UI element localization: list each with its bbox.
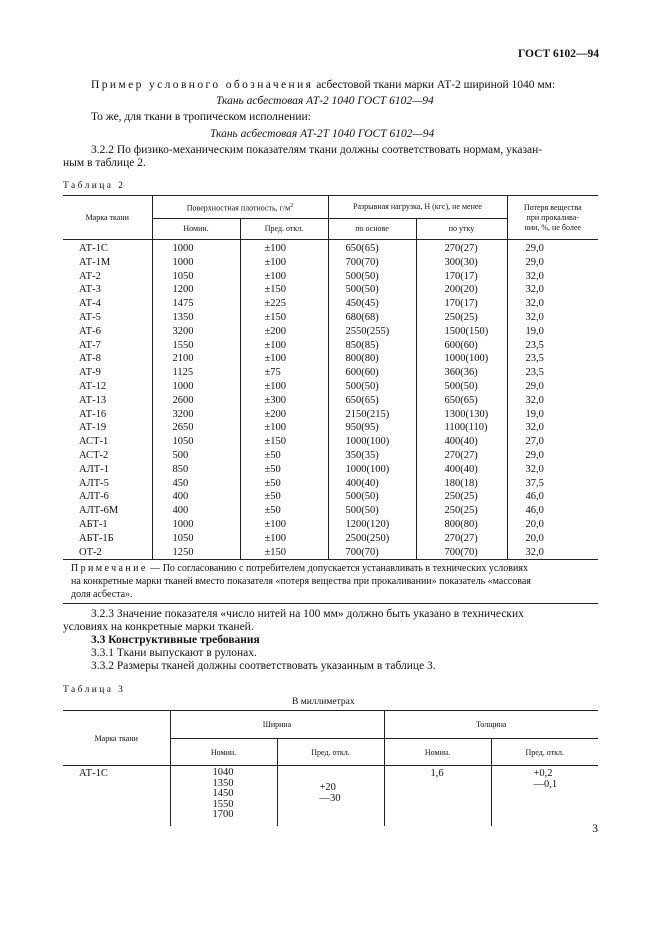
table-cell: ±50: [240, 477, 328, 491]
table-cell: 3200: [152, 408, 240, 422]
table-cell: 37,5: [525, 477, 544, 489]
table-cell: 19,0: [525, 325, 544, 337]
table-cell: ±100: [240, 339, 328, 353]
table-cell: 250(25): [416, 504, 507, 518]
table-cell: АЛТ-6М: [63, 504, 152, 518]
table-cell: ±150: [240, 311, 328, 325]
table-cell: 2650: [152, 421, 240, 435]
table3-units: В миллиметрах: [292, 697, 355, 707]
col-density-header: Поверхностная плотность, $г/м^2$: [152, 196, 328, 219]
table-row: [63, 518, 598, 532]
t3-col-thickness: Толщина: [384, 711, 598, 739]
table-cell: АБТ-1Б: [63, 532, 152, 546]
col-mark-header: Марка ткани: [63, 196, 152, 240]
table-cell: АТ-16: [63, 408, 152, 422]
table-cell: 1050: [152, 435, 240, 449]
table-cell: 2150(215): [328, 408, 416, 422]
table-cell: ±50: [240, 449, 328, 463]
table-row: [63, 325, 598, 339]
table-row: [63, 240, 598, 256]
table-cell: ±100: [240, 352, 328, 366]
example-label: Пример условного обозначения: [91, 79, 314, 91]
table-cell: 180(18): [416, 477, 507, 491]
table-2: [63, 195, 598, 604]
table-cell: 450(45): [328, 297, 416, 311]
table-cell: 32,0: [525, 298, 544, 310]
table-cell: 650(65): [416, 394, 507, 408]
table-cell: 2550(255): [328, 325, 416, 339]
table-cell: 500: [152, 449, 240, 463]
t3-width-deviation: +20 —30: [277, 766, 384, 827]
table-cell: АТ-6: [63, 325, 152, 339]
table-row: [63, 297, 598, 311]
table-cell: 1000: [152, 380, 240, 394]
t3-widths: 1040 1350 1450 1550 1700: [170, 766, 277, 827]
table-row: [63, 463, 598, 477]
table-cell: ±200: [240, 325, 328, 339]
table-cell: АТ-8: [63, 352, 152, 366]
table-cell: 23,5: [525, 339, 544, 351]
sub-load-warp: по основе: [328, 219, 416, 240]
table-cell: 32,0: [525, 463, 544, 475]
table-cell: 170(17): [416, 297, 507, 311]
col-loss-header: Потеря вещества при прокалива- нии, %, не более: [507, 196, 598, 240]
table-cell: 270(27): [416, 449, 507, 463]
table-cell: 46,0: [525, 505, 544, 517]
table-cell: ОТ-2: [63, 546, 152, 560]
table-cell: 1050: [152, 532, 240, 546]
t3-sub-thick-nom: Номин.: [384, 739, 491, 766]
sub-load-weft: по утку: [416, 219, 507, 240]
table-cell: 200(20): [416, 283, 507, 297]
sub-density-dev: Пред. откл.: [240, 219, 328, 240]
table-cell: АЛТ-6: [63, 490, 152, 504]
table-cell: 1100(110): [416, 421, 507, 435]
t3-thickness-deviation: +0,2 —0,1: [533, 768, 558, 790]
sub-density-nom: Номин.: [152, 219, 240, 240]
table-cell: 1200: [152, 283, 240, 297]
table-cell: АТ-1С: [63, 240, 152, 256]
table-cell: 29,0: [525, 449, 544, 461]
table-cell: АТ-9: [63, 366, 152, 380]
designation-1: Ткань асбестовая АТ-2 1040 ГОСТ 6102—94: [216, 95, 434, 107]
table-cell: 19,0: [525, 408, 544, 420]
table-cell: ±100: [240, 270, 328, 284]
table-cell: 32,0: [525, 284, 544, 296]
table-cell: 29,0: [525, 380, 544, 392]
table-cell: 27,0: [525, 436, 544, 448]
table-row: [63, 449, 598, 463]
table-cell: АТ-7: [63, 339, 152, 353]
table-cell: 170(17): [416, 270, 507, 284]
table-cell: 2500(250): [328, 532, 416, 546]
table-cell: 32,0: [525, 311, 544, 323]
table-cell: 32,0: [525, 422, 544, 434]
table-row: [63, 366, 598, 380]
table3-caption: Таблица 3: [63, 685, 126, 695]
table-cell: АСТ-1: [63, 435, 152, 449]
table-cell: 650(65): [328, 240, 416, 256]
table-cell: АЛТ-5: [63, 477, 152, 491]
table-cell: 32,0: [525, 270, 544, 282]
table-row: [63, 546, 598, 560]
table-cell: 20,0: [525, 518, 544, 530]
para-3-3-1: 3.3.1 Ткани выпускают в рулонах.: [91, 647, 257, 659]
table-row: [63, 283, 598, 297]
table-cell: 23,5: [525, 367, 544, 379]
para-3-2-2-line2: ным в таблице 2.: [63, 157, 146, 169]
table-row: [63, 270, 598, 284]
table2-note: Примечание — По согласованию с потребителем допускается устанавливать в технических условиях на конкретные марки тканей вместо показателя «потеря вещества при прокаливании» показатель «массовая доля асбеста».: [63, 560, 598, 604]
table-cell: ±100: [240, 421, 328, 435]
table-cell: 680(68): [328, 311, 416, 325]
table-cell: 600(60): [416, 339, 507, 353]
para-3-3-2: 3.3.2 Размеры тканей должны соответствовать указанным в таблице 3.: [91, 660, 436, 672]
table-cell: АТ-4: [63, 297, 152, 311]
table-cell: 950(95): [328, 421, 416, 435]
table-cell: ±200: [240, 408, 328, 422]
t3-col-width: Ширина: [170, 711, 384, 739]
table-cell: ±150: [240, 546, 328, 560]
table-cell: 1475: [152, 297, 240, 311]
table-cell: ±100: [240, 532, 328, 546]
table-3: [63, 710, 598, 826]
table-cell: 270(27): [416, 240, 507, 256]
table-cell: АТ-3: [63, 283, 152, 297]
table-row: [63, 256, 598, 270]
table-cell: 400(40): [416, 463, 507, 477]
table-cell: 400(40): [328, 477, 416, 491]
table-cell: ±150: [240, 435, 328, 449]
table-cell: 1250: [152, 546, 240, 560]
t3-sub-width-dev: Пред. откл.: [277, 739, 384, 766]
table-cell: АТ-19: [63, 421, 152, 435]
table-row: [63, 421, 598, 435]
table-row: [63, 532, 598, 546]
table-cell: 800(80): [328, 352, 416, 366]
table-cell: АЛТ-1: [63, 463, 152, 477]
table-cell: ±300: [240, 394, 328, 408]
table-cell: 46,0: [525, 491, 544, 503]
table-row: [63, 311, 598, 325]
designation-2: Ткань асбестовая АТ-2Т 1040 ГОСТ 6102—94: [210, 128, 435, 140]
col-load-header: Разрывная нагрузка, Н (кгс), не менее: [328, 196, 507, 219]
table-cell: 1000: [152, 240, 240, 256]
section-3-3-heading: 3.3 Конструктивные требования: [91, 634, 260, 646]
table-cell: АСТ-2: [63, 449, 152, 463]
table-cell: 20,0: [525, 532, 544, 544]
table-row: [63, 435, 598, 449]
example-text: асбестовой ткани марки АТ-2 шириной 1040 мм:: [316, 79, 556, 91]
table-cell: 700(70): [328, 256, 416, 270]
table-cell: АБТ-1: [63, 518, 152, 532]
table-cell: 500(50): [328, 380, 416, 394]
table-cell: 360(36): [416, 366, 507, 380]
table-cell: 400(40): [416, 435, 507, 449]
table-cell: АТ-5: [63, 311, 152, 325]
para-3-2-3-line1: 3.2.3 Значение показателя «число нитей на 100 мм» должно быть указано в технических: [91, 608, 524, 620]
table-cell: 1350: [152, 311, 240, 325]
para-3-2-3-line2: условиях на конкретные марки тканей.: [63, 621, 254, 633]
para-3-2-2-line1: 3.2.2 По физико-механическим показателям ткани должны соответствовать нормам, указан-: [91, 144, 543, 156]
document-header: ГОСТ 6102—94: [518, 48, 599, 60]
table-cell: АТ-2: [63, 270, 152, 284]
table-row: [63, 490, 598, 504]
table-cell: 1000(100): [416, 352, 507, 366]
table-cell: 500(50): [328, 283, 416, 297]
table-cell: 500(50): [416, 380, 507, 394]
table-row: [63, 394, 598, 408]
table-cell: 500(50): [328, 504, 416, 518]
table-cell: 650(65): [328, 394, 416, 408]
table-cell: 32,0: [525, 394, 544, 406]
table-cell: 1050: [152, 270, 240, 284]
table-cell: 350(35): [328, 449, 416, 463]
table-cell: 700(70): [416, 546, 507, 560]
t3-thickness-nom: 1,6: [384, 766, 491, 827]
table-cell: 270(27): [416, 532, 507, 546]
page-number: 3: [592, 823, 598, 835]
table-cell: 1000(100): [328, 463, 416, 477]
table-cell: АТ-1М: [63, 256, 152, 270]
table-cell: 700(70): [328, 546, 416, 560]
table-cell: 23,5: [525, 353, 544, 365]
table-row: [63, 477, 598, 491]
table-cell: 1200(120): [328, 518, 416, 532]
table-row: [63, 380, 598, 394]
table-cell: 800(80): [416, 518, 507, 532]
table-row: [63, 339, 598, 353]
t3-sub-thick-dev: Пред. откл.: [491, 739, 598, 766]
example-paragraph: [91, 78, 555, 92]
table-row: [63, 408, 598, 422]
t3-row-mark: АТ-1С: [63, 766, 170, 827]
table-cell: 1000(100): [328, 435, 416, 449]
table-cell: 250(25): [416, 311, 507, 325]
table-cell: 1000: [152, 518, 240, 532]
table-cell: ±50: [240, 504, 328, 518]
table-cell: 29,0: [525, 243, 544, 254]
table-cell: 850(85): [328, 339, 416, 353]
table-cell: ±100: [240, 256, 328, 270]
table-cell: 250(25): [416, 490, 507, 504]
tropical-text: То же, для ткани в тропическом исполнении:: [91, 111, 311, 123]
t3-col-mark: Марка ткани: [63, 711, 170, 766]
table-cell: 500(50): [328, 490, 416, 504]
table-cell: 400: [152, 490, 240, 504]
table-cell: 1125: [152, 366, 240, 380]
table-cell: 1550: [152, 339, 240, 353]
table-cell: ±100: [240, 380, 328, 394]
t3-sub-width-nom: Номин.: [170, 739, 277, 766]
table-cell: ±100: [240, 518, 328, 532]
table-cell: 3200: [152, 325, 240, 339]
table-cell: 1300(130): [416, 408, 507, 422]
table-cell: 1500(150): [416, 325, 507, 339]
table-cell: 2600: [152, 394, 240, 408]
table-cell: 1000: [152, 256, 240, 270]
table-cell: ±100: [240, 240, 328, 256]
table-cell: 2100: [152, 352, 240, 366]
table-cell: 500(50): [328, 270, 416, 284]
table-cell: ±50: [240, 463, 328, 477]
table-cell: 850: [152, 463, 240, 477]
table-row: [63, 504, 598, 518]
table-cell: 300(30): [416, 256, 507, 270]
table-cell: 450: [152, 477, 240, 491]
table-cell: ±75: [240, 366, 328, 380]
table-cell: 400: [152, 504, 240, 518]
table-cell: АТ-13: [63, 394, 152, 408]
table-row: [63, 352, 598, 366]
table-cell: 29,0: [525, 256, 544, 268]
table-cell: АТ-12: [63, 380, 152, 394]
table-cell: ±50: [240, 490, 328, 504]
table-cell: 32,0: [525, 546, 544, 558]
table2-caption: Таблица 2: [63, 181, 126, 191]
table-cell: ±225: [240, 297, 328, 311]
table-cell: 600(60): [328, 366, 416, 380]
table-cell: ±150: [240, 283, 328, 297]
